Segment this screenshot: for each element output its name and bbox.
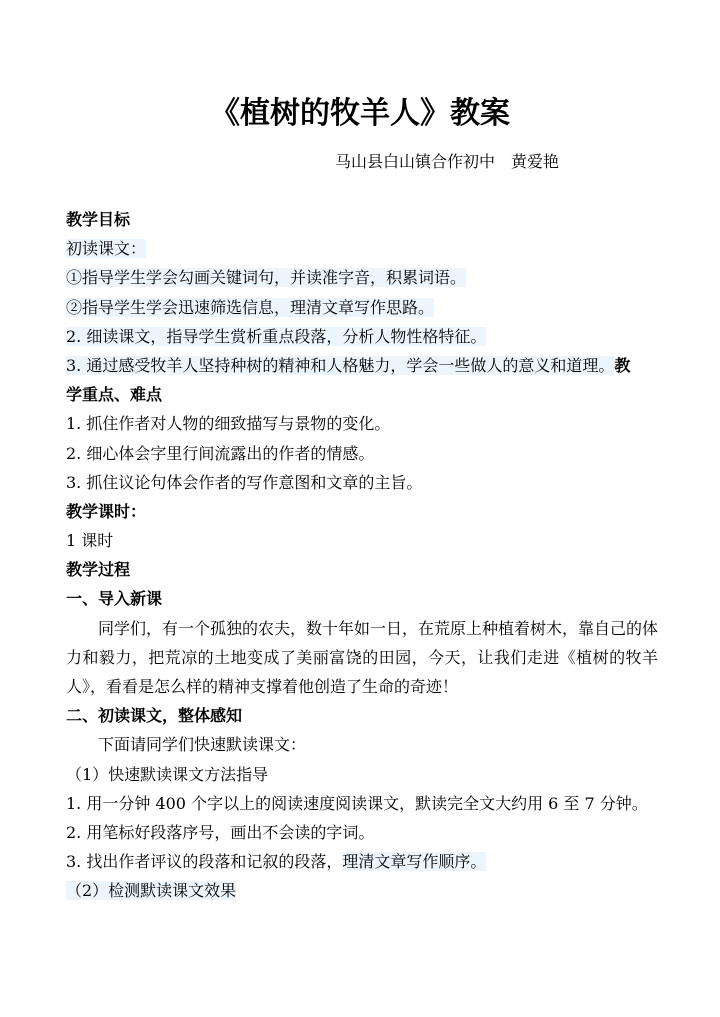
goal-intro [66, 234, 658, 263]
step-item [66, 847, 658, 876]
goal-item-text: 2. 细读课文，指导学生赏析重点段落，分析人物性格特征。 [66, 326, 487, 346]
document-title: 《植树的牧羊人》教案 [210, 96, 510, 131]
part-heading: 一、导入新课 [66, 589, 163, 609]
step-item: 2. 用笔标好段落序号，画出不会读的字词。 [66, 823, 375, 842]
goal-item [66, 351, 658, 380]
step-heading-text: （2）检测默读课文效果 [66, 881, 237, 901]
step-heading: （1）快速默读课文方法指导 [66, 764, 269, 784]
goal-item [66, 293, 658, 322]
goal-intro-text: 初读课文： [66, 239, 147, 259]
step-item: 1. 用一分钟 400 个字以上的阅读速度阅读课文，默读完全文大约用 6 至 7 分钟。 [66, 793, 648, 813]
section-heading-process: 教学过程 [66, 560, 131, 580]
section-heading-time: 教学课时： [66, 501, 147, 521]
author-line: 马山县白山镇合作初中 黄爱艳 [335, 152, 560, 171]
section-heading-goals: 教学目标 [66, 210, 131, 229]
focus-item: 3. 抓住议论句体会作者的写作意图和文章的主旨。 [66, 472, 423, 492]
focus-item: 2. 细心体会字里行间流露出的作者的情感。 [66, 443, 375, 463]
goal-item-text: 3. 通过感受牧羊人坚持种树的精神和人格魅力，学会一些做人的意义和道理。 [66, 355, 615, 375]
goal-item-text: ①指导学生学会勾画关键词句，并读准字音，积累词语。 [66, 268, 467, 288]
document-body [66, 205, 658, 906]
step-item-highlight: 理清文章写作顺序。 [342, 852, 487, 872]
part-heading: 二、初读课文，整体感知 [66, 706, 243, 726]
part2-intro: 下面请同学们快速默读课文： [98, 735, 307, 755]
focus-item: 1. 抓住作者对人物的细致描写与景物的变化。 [66, 414, 391, 434]
goal-item [66, 322, 658, 351]
part1-paragraph: 同学们，有一个孤独的农夫，数十年如一日，在荒原上种植着树木，靠自己的体力和毅力，把荒凉的土地变成了美丽富饶的田园，今天，让我们走进《植树的牧羊人》，看看是怎么样的精神支撑着他创造了生命的奇迹！ [66, 618, 659, 697]
goal-item [66, 263, 658, 292]
goal-item-text: ②指导学生学会迅速筛选信息，理清文章写作思路。 [66, 297, 435, 317]
section-heading-focus: 学重点、难点 [66, 385, 163, 405]
step-item-text: 3. 找出作者评议的段落和记叙的段落， [66, 852, 343, 872]
time-value: 1 课时 [66, 531, 114, 551]
step-heading [66, 876, 658, 905]
section-heading-focus-part: 教 [614, 355, 631, 375]
